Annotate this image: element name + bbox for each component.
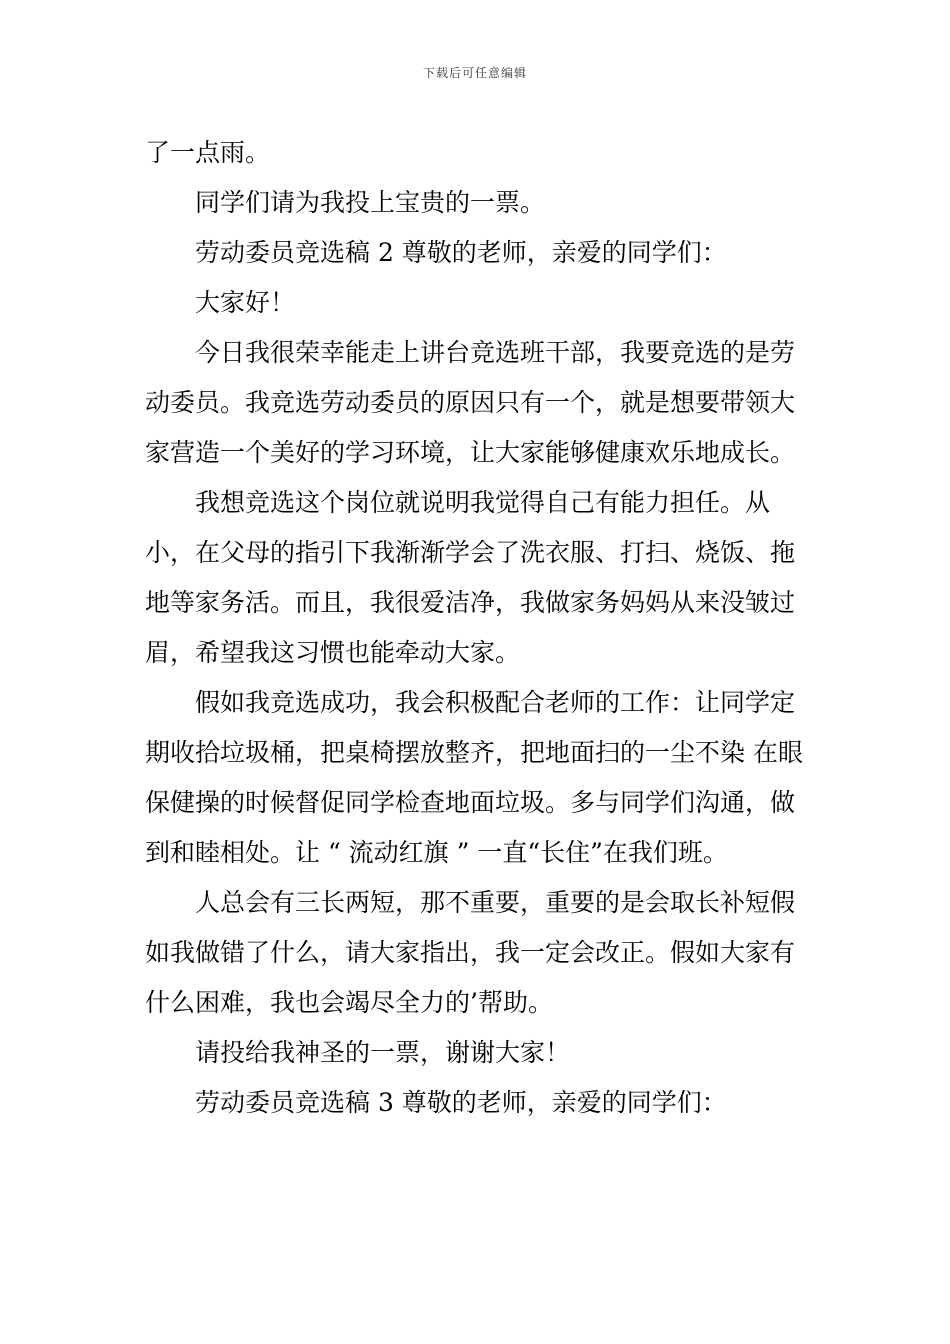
paragraph: 了一点雨。 bbox=[145, 138, 271, 167]
paragraph: 大家好！ bbox=[195, 288, 296, 317]
page-header: 下载后可任意编辑 bbox=[422, 66, 527, 80]
paragraph: 劳动委员竞选稿 3 尊敬的老师，亲爱的同学们： bbox=[195, 1088, 727, 1117]
paragraph: 人总会有三长两短，那不重要，重要的是会取长补短假如我做错了什么，请大家指出，我一定会改正。假如大家有什么困难，我也会竭尽全力的’帮助。 bbox=[145, 888, 796, 1017]
paragraph: 同学们请为我投上宝贵的一票。 bbox=[195, 188, 546, 217]
paragraph: 假如我竞选成功，我会积极配合老师的工作：让同学定期收拾垃圾桶，把桌椅摆放整齐，把地面扫的一尘不染 在眼保健操的时候督促同学检查地面垃圾。多与同学们沟通，做到和睦相处。让 “ 流动红旗 ” 一直“长住”在我们班。 bbox=[145, 688, 803, 867]
paragraph: 请投给我神圣的一票，谢谢大家！ bbox=[195, 1038, 571, 1067]
document-body bbox=[145, 128, 805, 1128]
paragraph: 今日我很荣幸能走上讲台竞选班干部，我要竞选的是劳动委员。我竞选劳动委员的原因只有一个，就是想要带领大家营造一个美好的学习环境，让大家能够健康欢乐地成长。 bbox=[145, 338, 796, 467]
paragraph: 劳动委员竞选稿 2 尊敬的老师，亲爱的同学们： bbox=[195, 238, 727, 267]
paragraph: 我想竞选这个岗位就说明我觉得自己有能力担任。从小，在父母的指引下我渐渐学会了洗衣服、打扫、烧饭、拖地等家务活。而且，我很爱洁净，我做家务妈妈从来没皱过眉，希望我这习惯也能牵动大家。 bbox=[145, 488, 796, 667]
